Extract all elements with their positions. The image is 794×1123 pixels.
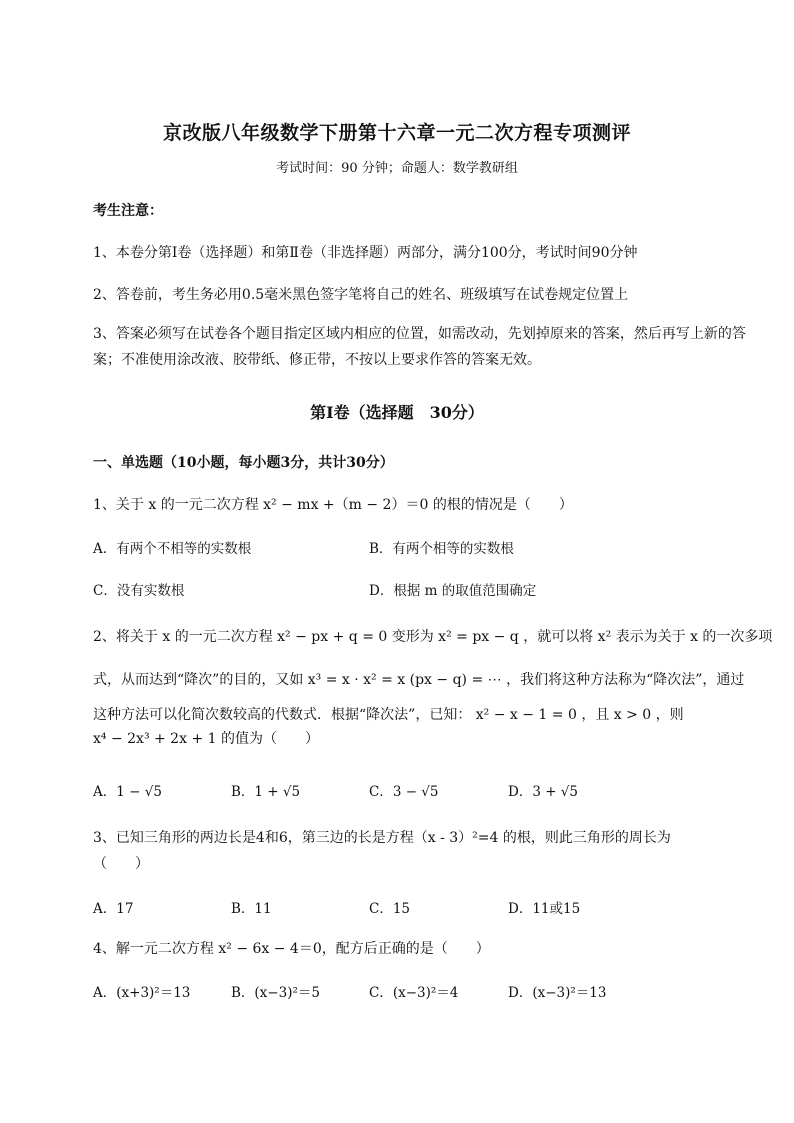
question-4-stem: 4、解一元二次方程 x² − 6x − 4＝0，配方后正确的是（ ） [93,941,490,957]
question-2-option-a: A．1 − √5 [93,784,162,800]
notice-item-2: 2、答卷前，考生务必用0.5毫米黑色签字笔将自己的姓名、班级填写在试卷规定位置上 [93,287,629,303]
document-title: 京改版八年级数学下册第十六章一元二次方程专项测评 [162,122,631,144]
question-3-stem-line-2: （ ） [93,856,149,872]
question-4-option-b: B．(x−3)²＝5 [231,985,320,1001]
notice-item-3: 3、答案必须写在试卷各个题目指定区域内相应的位置，如需改动，先划掉原来的答案，然后再写上新的答案；不准使用涂改液、胶带纸、修正带，不按以上要求作答的答案无效。 [93,326,746,368]
question-1-option-c: C．没有实数根 [93,583,185,599]
question-3-option-a: A．17 [93,901,134,917]
question-4-option-c: C．(x−3)²＝4 [369,985,459,1001]
question-1-option-a: A．有两个不相等的实数根 [93,541,252,557]
question-1-option-d: D．根据 m 的取值范围确定 [369,583,537,599]
question-3-stem-line-1: 3、已知三角形的两边长是4和6，第三边的长是方程（x - 3）²=4 的根，则此三角形的周长为 [93,830,671,846]
part-heading: 一、单选题（10小题，每小题3分，共计30分） [93,455,394,471]
notice-item-1: 1、本卷分第Ⅰ卷（选择题）和第Ⅱ卷（非选择题）两部分，满分100分，考试时间90分钟 [93,245,638,261]
question-2-stem-line-3: 这种方法可以化简次数较高的代数式．根据“降次法”，已知： x² − x − 1 = 0 ，且 x > 0 ，则 [93,707,684,723]
question-2-stem-line-1: 2、将关于 x 的一元二次方程 x² − px + q = 0 变形为 x² = px − q ，就可以将 x² 表示为关于 x 的一次多项 [93,629,773,645]
question-3-option-c: C．15 [369,901,411,917]
question-3-option-d: D．11或15 [508,901,581,917]
question-2-option-b: B．1 + √5 [231,784,301,800]
question-2-stem-line-4: x⁴ − 2x³ + 2x + 1 的值为（ ） [93,731,319,747]
exam-info: 考试时间：90 分钟；命题人：数学教研组 [276,161,518,176]
question-1-stem: 1、关于 x 的一元二次方程 x² − mx +（m − 2）＝0 的根的情况是（ ） [93,497,573,513]
question-3-option-b: B．11 [231,901,272,917]
question-1-option-b: B．有两个相等的实数根 [369,541,514,557]
question-4-option-a: A．(x+3)²＝13 [93,985,191,1001]
question-4-option-d: D．(x−3)²＝13 [508,985,607,1001]
section-title: 第Ⅰ卷（选择题 30分） [310,403,484,422]
question-2-option-c: C．3 − √5 [369,784,439,800]
question-2-stem-line-2: 式，从而达到“降次”的目的，又如 x³ = x · x² = x (px − q) = ⋯ ，我们将这种方法称为“降次法”，通过 [93,672,745,688]
notice-heading: 考生注意： [93,203,163,219]
question-2-option-d: D．3 + √5 [508,784,578,800]
